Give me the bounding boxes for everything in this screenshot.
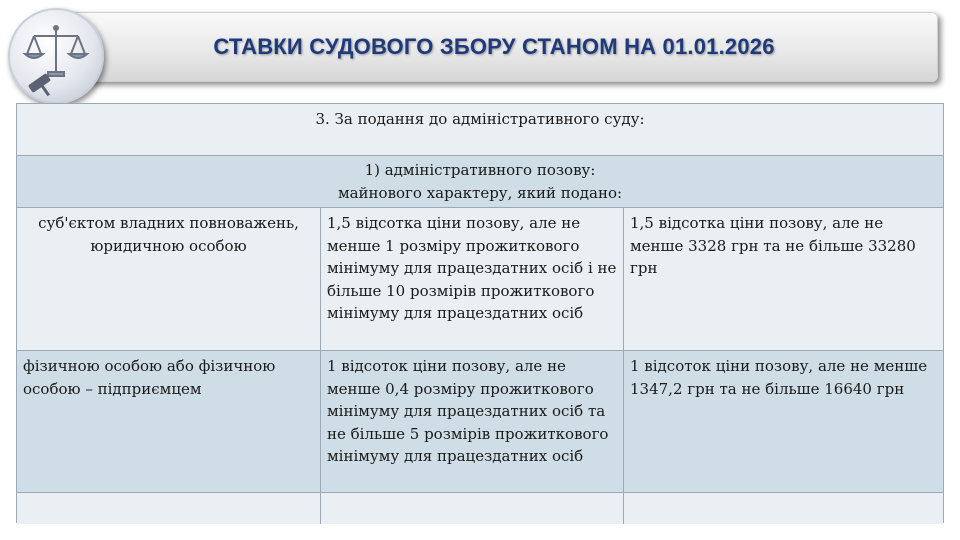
table-section-row <box>17 104 943 156</box>
rate-amount-cell: 1,5 відсотка ціни позову, але не менше 3328 грн та не більше 33280 грн <box>630 214 916 278</box>
scales-of-justice-icon <box>8 8 104 104</box>
subject-cell: фізичною особою або фізичною особою – підприємцем <box>17 351 321 492</box>
table-empty-row <box>17 493 943 524</box>
subject-cell: суб'єктом владних повноважень, юридичною особою <box>17 208 321 350</box>
subsection-line-1: 1) адміністративного позову: <box>364 161 596 179</box>
page-title: СТАВКИ СУДОВОГО ЗБОРУ СТАНОМ НА 01.01.2026 <box>213 34 775 59</box>
rate-formula-cell: 1,5 відсотка ціни позову, але не менше 1 розміру прожиткового мінімуму для працездатних осіб і не більше 10 розмірів прожиткового мінімуму для працездатних осіб <box>321 208 624 350</box>
subsection-line-2: майнового характеру, який подано: <box>337 183 623 202</box>
empty-cell <box>624 493 945 524</box>
table-subsection-row <box>17 156 943 208</box>
empty-cell <box>321 493 624 524</box>
table-row <box>17 351 943 493</box>
rate-formula-cell: 1 відсоток ціни позову, але не менше 0,4 розміру прожиткового мінімуму для працездатних осіб та не більше 5 розмірів прожиткового мінімуму для працездатних осіб <box>321 351 624 492</box>
subsection-title <box>17 156 943 207</box>
court-fee-table <box>16 103 944 523</box>
title-banner <box>50 12 938 82</box>
empty-cell <box>17 493 321 524</box>
table-row <box>17 208 943 351</box>
section-title: 3. За подання до адміністративного суду: <box>315 110 645 128</box>
rate-amount-cell: 1 відсоток ціни позову, але не менше 1347,2 грн та не більше 16640 грн <box>630 357 928 398</box>
